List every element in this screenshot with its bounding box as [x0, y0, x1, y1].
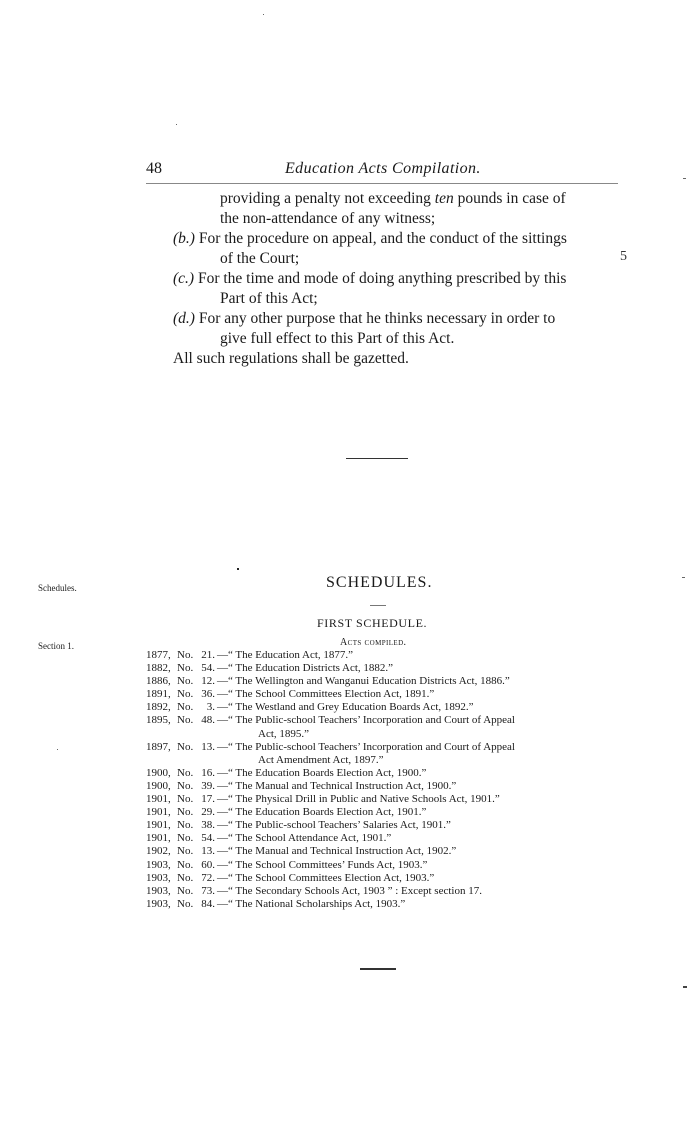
- act-year: 1903,: [146, 858, 171, 871]
- act-no-label: No.: [177, 832, 194, 845]
- act-entry: [146, 819, 616, 832]
- closing-rule: [360, 968, 396, 970]
- act-title: —“ The Public-school Teachers’ Salaries Act, 1901.”: [217, 819, 451, 832]
- body-line-2: the non-attendance of any witness;: [220, 210, 436, 227]
- act-entry: [146, 780, 616, 793]
- act-entry: [146, 832, 616, 845]
- act-no-label: No.: [177, 688, 194, 701]
- act-year: 1903,: [146, 897, 171, 910]
- act-entry: [146, 767, 616, 780]
- act-number: 16.: [201, 766, 215, 779]
- item-c-continuation: Part of this Act;: [220, 290, 318, 307]
- act-year: 1901,: [146, 832, 171, 845]
- act-title: —“ The Wellington and Wanganui Education Districts Act, 1886.”: [217, 675, 510, 688]
- item-c: (c.) For the time and mode of doing anything prescribed by this: [173, 270, 567, 287]
- closing-sentence: All such regulations shall be gazetted.: [173, 350, 409, 367]
- act-title: —“ The School Committees Election Act, 1903.”: [217, 871, 435, 884]
- scan-speck: [237, 568, 239, 570]
- act-no-label: No.: [177, 819, 194, 832]
- act-year: 1902,: [146, 845, 171, 858]
- act-year: 1900,: [146, 766, 171, 779]
- act-no-label: No.: [177, 675, 194, 688]
- act-title: —“ The Public-school Teachers’ Incorporation and Court of Appeal: [217, 740, 515, 753]
- margin-line-number: 5: [620, 249, 627, 264]
- scan-speck: [176, 124, 177, 125]
- act-entry: [146, 714, 616, 727]
- act-no-label: No.: [177, 779, 194, 792]
- act-no-label: No.: [177, 793, 194, 806]
- act-no-label: No.: [177, 871, 194, 884]
- act-title: —“ The Secondary Schools Act, 1903 ” : Except section 17.: [217, 884, 482, 897]
- act-title: —“ The Education Boards Election Act, 1900.”: [217, 766, 427, 779]
- scan-speck: [683, 986, 687, 988]
- item-b-label: (b.): [173, 230, 195, 247]
- act-year: 1882,: [146, 662, 171, 675]
- act-no-label: No.: [177, 884, 194, 897]
- item-d-continuation: give full effect to this Part of this Act.: [220, 330, 455, 347]
- act-title: —“ The Education Districts Act, 1882.”: [217, 662, 394, 675]
- act-year: 1886,: [146, 675, 171, 688]
- scan-speck: [57, 749, 58, 750]
- act-entry: [146, 741, 616, 754]
- act-title: —“ The Public-school Teachers’ Incorporation and Court of Appeal: [217, 714, 515, 727]
- act-entry: [146, 649, 616, 662]
- act-no-label: No.: [177, 897, 194, 910]
- act-no-label: No.: [177, 649, 194, 661]
- scan-speck: [263, 14, 264, 15]
- item-d: (d.) For any other purpose that he thinks necessary in order to: [173, 310, 556, 327]
- act-entry: [146, 872, 616, 885]
- act-title: —“ The School Attendance Act, 1901.”: [217, 832, 392, 845]
- act-year: 1877,: [146, 649, 171, 661]
- act-no-label: No.: [177, 806, 194, 819]
- act-title: —“ The School Committees’ Funds Act, 1903.”: [217, 858, 428, 871]
- act-number: 39.: [201, 779, 215, 792]
- act-number: 13.: [201, 845, 215, 858]
- emphasis-ten: ten: [434, 190, 454, 207]
- act-no-label: No.: [177, 662, 194, 675]
- act-entry: [146, 845, 616, 858]
- schedules-title: SCHEDULES.: [326, 574, 433, 591]
- side-note-schedules: Schedules.: [38, 583, 77, 593]
- scan-speck: [682, 577, 685, 578]
- act-number: 54.: [201, 832, 215, 845]
- act-no-label: No.: [177, 845, 194, 858]
- act-entry: [146, 701, 616, 714]
- header-rule: [146, 183, 618, 184]
- act-number: 13.: [201, 740, 215, 753]
- act-title: —“ The Manual and Technical Instruction Act, 1900.”: [217, 779, 457, 792]
- act-number: 73.: [201, 884, 215, 897]
- act-year: 1897,: [146, 740, 171, 753]
- act-number: 84.: [201, 897, 215, 910]
- act-number: 29.: [201, 806, 215, 819]
- body-line-1: providing a penalty not exceeding ten pounds in case of: [220, 190, 566, 207]
- act-year: 1901,: [146, 793, 171, 806]
- act-number: 36.: [201, 688, 215, 701]
- act-title-continuation: Act Amendment Act, 1897.”: [258, 753, 384, 766]
- act-year: 1901,: [146, 819, 171, 832]
- act-entry: [146, 793, 616, 806]
- act-entry: [146, 859, 616, 872]
- act-entry: [146, 885, 616, 898]
- item-d-label: (d.): [173, 310, 195, 327]
- act-entry: [146, 806, 616, 819]
- act-number: 12.: [201, 675, 215, 688]
- act-title: —“ The Education Act, 1877.”: [217, 649, 354, 661]
- act-year: 1903,: [146, 884, 171, 897]
- act-title: —“ The Education Boards Election Act, 1901.”: [217, 806, 427, 819]
- act-entry: [146, 675, 616, 688]
- act-title: —“ The School Committees Election Act, 1891.”: [217, 688, 435, 701]
- act-number: 21.: [201, 649, 215, 661]
- running-title: Education Acts Compilation.: [285, 160, 481, 177]
- act-entry: [146, 898, 616, 911]
- act-year: 1891,: [146, 688, 171, 701]
- act-number: 38.: [201, 819, 215, 832]
- act-entry: [146, 662, 616, 675]
- item-b: (b.) For the procedure on appeal, and the conduct of the sittings: [173, 230, 567, 247]
- item-b-continuation: of the Court;: [220, 250, 300, 267]
- side-note-section: Section 1.: [38, 641, 74, 651]
- act-year: 1895,: [146, 714, 171, 727]
- item-c-label: (c.): [173, 270, 195, 287]
- act-number: 48.: [201, 714, 215, 727]
- acts-list: [146, 649, 616, 911]
- act-year: 1892,: [146, 701, 171, 714]
- act-entry: [146, 688, 616, 701]
- act-title-continuation: Act, 1895.”: [258, 727, 310, 740]
- act-number: 60.: [201, 858, 215, 871]
- page-number: 48: [146, 160, 162, 177]
- act-number: 72.: [201, 871, 215, 884]
- act-title: —“ The Westland and Grey Education Boards Act, 1892.”: [217, 701, 474, 714]
- act-title: —“ The Physical Drill in Public and Native Schools Act, 1901.”: [217, 793, 500, 806]
- act-year: 1903,: [146, 871, 171, 884]
- act-title: —“ The Manual and Technical Instruction Act, 1902.”: [217, 845, 457, 858]
- act-no-label: No.: [177, 714, 194, 727]
- act-number: 17.: [201, 793, 215, 806]
- first-schedule-heading: FIRST SCHEDULE.: [317, 616, 428, 630]
- act-year: 1901,: [146, 806, 171, 819]
- scan-speck: [683, 178, 686, 179]
- act-number: 54.: [201, 662, 215, 675]
- act-year: 1900,: [146, 779, 171, 792]
- act-title: —“ The National Scholarships Act, 1903.”: [217, 897, 406, 910]
- schedules-dash: [370, 605, 386, 606]
- act-no-label: No.: [177, 740, 194, 753]
- act-no-label: No.: [177, 701, 194, 714]
- act-number: 3.: [206, 701, 215, 714]
- acts-compiled-heading: Acts compiled.: [340, 637, 407, 648]
- act-no-label: No.: [177, 858, 194, 871]
- section-separator: [346, 458, 408, 459]
- act-no-label: No.: [177, 766, 194, 779]
